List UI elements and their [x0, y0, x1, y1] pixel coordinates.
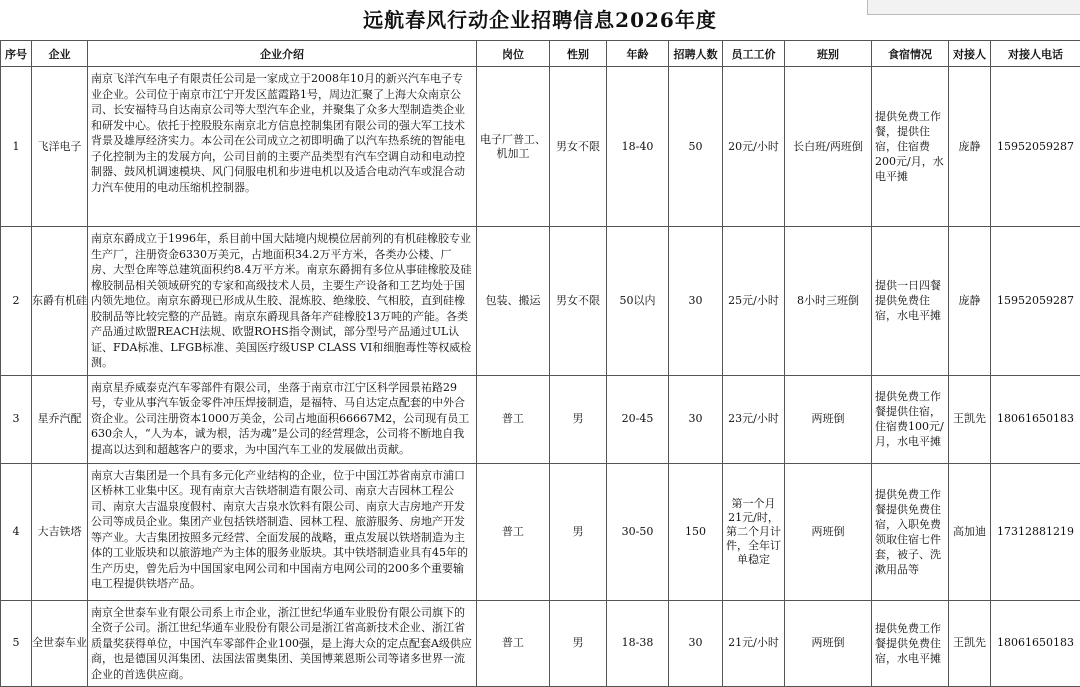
table-row — [1, 600, 1080, 687]
row-count: 30 — [669, 227, 723, 376]
header-no: 序号 — [1, 41, 32, 67]
row-no: 3 — [1, 375, 32, 463]
header-row — [1, 41, 1080, 67]
row-contact: 庞静 — [949, 227, 991, 376]
row-shift: 两班倒 — [785, 375, 872, 463]
row-contact: 高加迪 — [949, 463, 991, 600]
row-gender: 男 — [550, 463, 607, 600]
recruitment-table — [0, 40, 1080, 687]
row-intro: 南京大吉集团是一个具有多元化产业结构的企业，位于中国江苏省南京市浦口区桥林工业集中区。现有南京大吉铁塔制造有限公司、南京大吉园林工程公司、南京大吉温泉度假村、南京大吉泉水饮料有限公司、南京大吉房地产开发公司等成员企业。集团产业包括铁塔制造、园林工程、旅游服务、房地产开发等产业。大吉集团按照多元经营、全面发展的战略，重点发展以铁塔制造为主体的工业版块和以旅游地产为主体的服务业版块。其中铁塔制造业具有45年的生产历史，曾先后为中国国家电网公司和中国南方电网公司的200多个重要输电工程提供铁塔产品。 — [88, 463, 477, 600]
header-shift: 班别 — [785, 41, 872, 67]
header-gender: 性别 — [550, 41, 607, 67]
row-position: 普工 — [477, 600, 550, 687]
table-row — [1, 375, 1080, 463]
row-gender: 男 — [550, 600, 607, 687]
row-company: 全世泰车业 — [32, 600, 88, 687]
header-wage: 员工工价 — [723, 41, 785, 67]
row-wage: 20元/小时 — [723, 67, 785, 227]
row-contact: 王凯先 — [949, 600, 991, 687]
row-company: 东爵有机硅 — [32, 227, 88, 376]
row-board: 提供免费工作餐提供免费住宿，水电平摊 — [872, 600, 949, 687]
row-contact: 庞静 — [949, 67, 991, 227]
row-no: 2 — [1, 227, 32, 376]
row-board: 提供免费工作餐，提供住宿，住宿费200元/月，水电平摊 — [872, 67, 949, 227]
row-board: 提供免费工作餐提供免费住宿，入职免费领取住宿七件套，被子、洗漱用品等 — [872, 463, 949, 600]
row-phone: 15952059287 — [991, 227, 1080, 376]
row-count: 150 — [669, 463, 723, 600]
row-gender: 男女不限 — [550, 227, 607, 376]
row-position: 普工 — [477, 375, 550, 463]
row-board: 提供一日四餐提供免费住宿，水电平摊 — [872, 227, 949, 376]
table-row — [1, 463, 1080, 600]
row-company: 星乔汽配 — [32, 375, 88, 463]
row-gender: 男女不限 — [550, 67, 607, 227]
table-row — [1, 67, 1080, 227]
row-count: 30 — [669, 600, 723, 687]
header-intro: 企业介绍 — [88, 41, 477, 67]
row-company: 飞洋电子 — [32, 67, 88, 227]
row-phone: 18061650183 — [991, 375, 1080, 463]
row-wage: 21元/小时 — [723, 600, 785, 687]
row-wage: 第一个月21元/时，第二个月计件，全年订单稳定 — [723, 463, 785, 600]
row-phone: 18061650183 — [991, 600, 1080, 687]
row-no: 1 — [1, 67, 32, 227]
page-title: 远航春风行动企业招聘信息2026年度 — [0, 0, 1080, 40]
row-position: 电子厂普工、机加工 — [477, 67, 550, 227]
row-shift: 长白班/两班倒 — [785, 67, 872, 227]
header-position: 岗位 — [477, 41, 550, 67]
row-no: 5 — [1, 600, 32, 687]
row-intro: 南京全世泰车业有限公司系上市企业，浙江世纪华通车业股份有限公司旗下的全资子公司。浙江世纪华通车业股份有限公司是浙江省高新技术企业、浙江省质量奖获得单位，中国汽车零部件企业100强，是上海大众的定点配套A级供应商，也是德国贝洱集团、法国法雷奥集团、美国博莱恩斯公司等诸多世界一流企业的首选供应商。 — [88, 600, 477, 687]
row-wage: 23元/小时 — [723, 375, 785, 463]
row-intro: 南京飞洋汽车电子有限责任公司是一家成立于2008年10月的新兴汽车电子专业企业。公司位于南京市江宁开发区蓝霞路1号，周边汇聚了上海大众南京公司、长安福特马自达南京公司等大型汽车企业，并聚集了众多大型制造类企业和研发中心。依托于控股股东南京北方信息控制集团有限公司的强大军工技术背景及雄厚经济实力。本公司在公司成立之初即明确了以汽车热系统的智能电子化控制为主的发展方向，公司目前的主要产品类型有汽车空调自动和电动控制器、鼓风机调速模块、风门伺服电机和步进电机以及适合电动汽车或混合动力汽车使用的电动压缩机控制器。 — [88, 67, 477, 227]
sheet-corner — [867, 0, 1080, 15]
row-intro: 南京星乔威泰克汽车零部件有限公司，坐落于南京市江宁区科学园景祐路29号，专业从事汽车钣金零件冲压焊接制造，是福特、马自达定点配套的中外合资企业。公司注册资本1000万美金，公司占地面积66667M2，公司现有员工630余人，“人为本，诚为根，活为魂”是公司的经营理念，公司将不断地自我提高以达到和超越客户的要求，为中国汽车工业的发展做出贡献。 — [88, 375, 477, 463]
row-position: 包装、搬运 — [477, 227, 550, 376]
row-no: 4 — [1, 463, 32, 600]
header-contact: 对接人 — [949, 41, 991, 67]
row-intro: 南京东爵成立于1996年，系目前中国大陆境内规模位居前列的有机硅橡胶专业生产厂，注册资金6330万美元，占地面积34.2万平方米，各类办公楼、厂房、大型仓库等总建筑面积约8.4万平方米。南京东爵拥有多位从事硅橡胶及硅橡胶制品相关领域研究的专家和高级技术人员，主要生产设备和工艺均处于国内领先地位。南京东爵现已形成从生胶、混炼胶、绝缘胶、气相胶，直到硅橡胶制品等比较完整的产品链。南京东爵现具备年产硅橡胶13万吨的产能。各类产品通过欧盟REACH法规、欧盟ROHS指令测试，部分型号产品通过UL认证、FDA标准、LFGB标准、美国医疗级USP CLASS VI和细胞毒性等权威检测。 — [88, 227, 477, 376]
row-age: 50以内 — [607, 227, 669, 376]
row-wage: 25元/小时 — [723, 227, 785, 376]
row-count: 50 — [669, 67, 723, 227]
row-board: 提供免费工作餐提供住宿，住宿费100元/月，水电平摊 — [872, 375, 949, 463]
row-age: 18-38 — [607, 600, 669, 687]
row-position: 普工 — [477, 463, 550, 600]
header-company: 企业 — [32, 41, 88, 67]
header-board: 食宿情况 — [872, 41, 949, 67]
row-shift: 两班倒 — [785, 463, 872, 600]
row-age: 30-50 — [607, 463, 669, 600]
row-contact: 王凯先 — [949, 375, 991, 463]
row-age: 18-40 — [607, 67, 669, 227]
table-row — [1, 227, 1080, 376]
row-phone: 15952059287 — [991, 67, 1080, 227]
row-gender: 男 — [550, 375, 607, 463]
row-phone: 17312881219 — [991, 463, 1080, 600]
row-age: 20-45 — [607, 375, 669, 463]
header-phone: 对接人电话 — [991, 41, 1080, 67]
row-company: 大吉铁塔 — [32, 463, 88, 600]
header-count: 招聘人数 — [669, 41, 723, 67]
row-shift: 两班倒 — [785, 600, 872, 687]
header-age: 年龄 — [607, 41, 669, 67]
row-shift: 8小时三班倒 — [785, 227, 872, 376]
row-count: 30 — [669, 375, 723, 463]
